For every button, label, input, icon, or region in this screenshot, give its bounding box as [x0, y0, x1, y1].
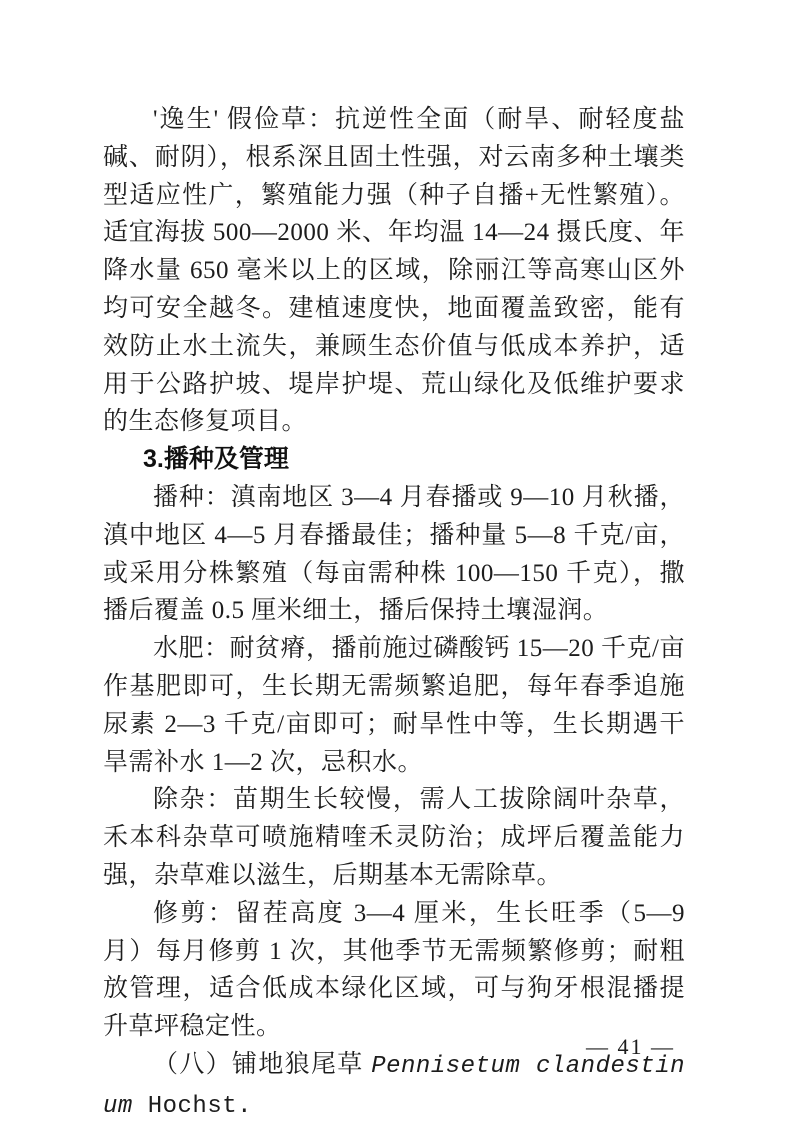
paragraph-sowing: 播种：滇南地区 3—4 月春播或 9—10 月秋播，滇中地区 4—5 月春播最佳；播种量 5—8 千克/亩，或采用分株繁殖（每亩需种株 100—150 千克），撒播后覆盖 0.5 厘米细土，播后保持土壤湿润。 — [103, 483, 685, 625]
paragraph-cultivar-traits: '逸生' 假俭草：抗逆性全面（耐旱、耐轻度盐碱、耐阴），根系深且固土性强，对云南多种土壤类型适应性广，繁殖能力强（种子自播+无性繁殖）。适宜海拔 500—2000 米、年均温 14—24 摄氏度、年降水量 650 毫米以上的区域，除丽江等高寒山区外均可安全越冬。建植速度快，地面覆盖致密，能有效防止水土流失，兼顾生态价值与低成本养护，适用于公路护坡、堤岸护堤、荒山绿化及低维护要求的生态修复项目。 — [103, 106, 685, 436]
paragraph-weeding: 除杂：苗期生长较慢，需人工拔除阔叶杂草，禾本科杂草可喷施精喹禾灵防治；成坪后覆盖能力强，杂草难以滋生，后期基本无需除草。 — [103, 786, 685, 889]
species-latin-name: Pennisetum clandestinum — [103, 1052, 685, 1120]
section-heading-sowing-management: 3.播种及管理 — [143, 445, 289, 474]
page-number: — 41 — — [586, 1034, 675, 1059]
paragraph-water-fertilizer: 水肥：耐贫瘠，播前施过磷酸钙 15—20 千克/亩作基肥即可，生长期无需频繁追肥，每年春季追施尿素 2—3 千克/亩即可；耐旱性中等，生长期遇干旱需补水 1—2 次，忌积水。 — [103, 635, 685, 776]
species-chinese-name: （八）铺地狼尾草 — [153, 1050, 372, 1078]
paragraph-mowing: 修剪：留茬高度 3—4 厘米，生长旺季（5—9 月）每月修剪 1 次，其他季节无需频繁修剪；耐粗放管理，适合低成本绿化区域，可与狗牙根混播提升草坪稳定性。 — [103, 899, 685, 1041]
page-body — [103, 101, 685, 1126]
species-author: Hochst. — [132, 1092, 253, 1120]
